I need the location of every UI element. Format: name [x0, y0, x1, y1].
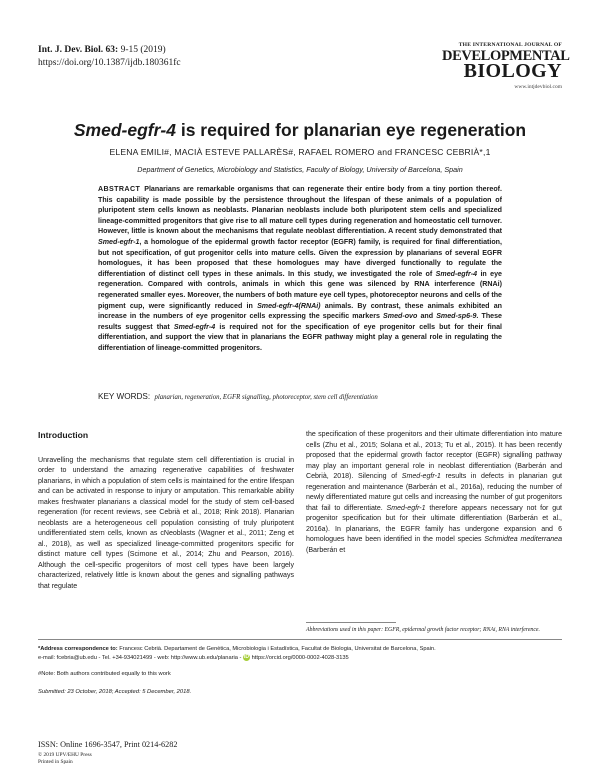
address-label: *Address correspondence to: — [38, 646, 118, 652]
affiliation: Department of Genetics, Microbiology and Statistics, Faculty of Biology, University of Barcelona, Spain — [137, 165, 463, 174]
logo-line1: THE INTERNATIONAL JOURNAL OF — [458, 42, 562, 48]
logo-line3: BIOLOGY — [463, 60, 562, 83]
title-gene: Smed-egfr-4 — [73, 120, 176, 140]
body-gene: Smed-egfr-1 — [401, 473, 441, 480]
abstract-text: , a homologue of the epidermal growth factor receptor (EGFR) family, is required for final differentiation, but not specification, of gut progenitor cells into mature cells. Given the expression by planarians of several EGFR homologues, it has been proposed that these homologues may have diverged functionally to regulate the differentiation of distinct cell types in these animals. In this study, we investigated the role of — [98, 237, 502, 278]
doi-link[interactable]: https://doi.org/10.1387/ijdb.180361fc — [38, 58, 181, 68]
author-list: ELENA EMILI#, MACIÀ ESTEVE PALLARÈS#, RAFAEL ROMERO and FRANCESC CEBRIÀ*,1 — [109, 147, 491, 157]
abstract-text: animals. By contrast, these animals exhibited an increase in the numbers of eye progenitor cells expressing the specific markers — [98, 301, 503, 321]
keywords-list: planarian, regeneration, EGFR signalling, photoreceptor, stem cell differentiation — [154, 394, 378, 401]
title-rest: is required for planarian eye regeneration — [175, 120, 527, 140]
body-column-right — [306, 430, 562, 556]
abstract-text: and — [417, 312, 437, 321]
logo-line2: DEVELOPMENTAL — [442, 47, 570, 64]
article-title — [38, 120, 562, 141]
body-text: (Barberán et — [306, 546, 346, 554]
keywords-label: KEY WORDS: — [98, 392, 151, 401]
address-text: Francesc Cebrià. Departament de Genètica, Microbiologia i Estadística, Facultat de Biologia, Universitat de Barcelona, Spain. — [119, 646, 436, 652]
equal-contribution-note: #Note: Both authors contributed equally to this work — [38, 671, 171, 677]
issn: ISSN: Online 1696-3547, Print 0214-6282 — [38, 740, 178, 749]
footnote-divider — [38, 639, 562, 640]
body-text: the specification of these progenitors and their ultimate differentiation into mature cells (Zhu et al., 2015; Solana et al., 2013; Tu et al., 2015). It has been recently proposed that the epidermal growth factor receptor (EGFR) signalling pathway may play an important general role in neoblast differentiation (Barberán and Cebrià, 2018). Silencing of — [306, 431, 562, 480]
copyright-line: © 2019 UPV/EHU Press — [38, 752, 92, 758]
correspondence-footnote — [38, 645, 562, 663]
body-species: Schmidtea mediterranea — [484, 536, 562, 543]
keywords — [98, 392, 518, 401]
abstract-gene: Smed-egfr-4(RNAi) — [257, 301, 321, 310]
body-gene: Smed-egfr-1 — [386, 504, 426, 512]
orcid-link[interactable]: https://orcid.org/0000-0002-4028-3135 — [251, 655, 349, 661]
journal-header — [38, 44, 181, 70]
journal-url[interactable]: www.intjdevbiol.com — [514, 84, 562, 91]
contact-text[interactable]: e-mail: fcebria@ub.edu - Tel. +34-934021499 - web: http://www.ub.edu/planaria - — [38, 655, 242, 661]
abstract-text: is required not for the specification of eye progenitor cells but for their final differentiation, and support the view that in planarians the EGFR pathway might play a general role in regulating the differentiation of lineage-committed progenitors. — [98, 322, 502, 352]
abstract-label: ABSTRACT — [98, 185, 141, 193]
body-paragraph: Unravelling the mechanisms that regulate stem cell differentiation is crucial in order to understand the amazing regenerative capabilities of freshwater planarians, in which a population of stem cells is maintained for the entire lifespan and can be activated in response to injury or amputation. This remarkable ability makes freshwater planarians a classical model for the study of stem cell-based regeneration (for recent reviews, see Cebrià et al., 2018; Rink 2018). Planarian neoblasts are a heterogeneous cell population consisting of truly pluripotent undifferentiated stem cells, known as cNeoblasts (Wagner et al., 2011; Zeng et al., 2018), as well as specialized lineage-committed progenitors specific for distinct mature cell types (Scimone et al., 2014; Zhu and Pearson, 2016). Although the cell-specific progenitors of most cell types have been largely characterized, relatively little is known about the genes and signalling pathways that regulate — [38, 456, 294, 590]
body-paragraph — [306, 430, 562, 556]
abstract-text: Planarians are remarkable organisms that can regenerate their entire body from a tiny portion thereof. This capability is made possible by the persistence throughout the lifespan of these animals of a population of pluripotent stem cells known as neoblasts. Planarian neoblasts include both pluripotent stem cells and specialized lineage-committed progenitors that give rise to all mature cell types during regeneration and homeostatic cell turnover. However, little is known about the mechanisms that regulate neoblast differentiation. A recent study demonstrated that — [98, 185, 502, 236]
body-column-left — [38, 430, 294, 592]
section-heading-introduction: Introduction — [38, 430, 89, 440]
abstract-gene: Smed-sp6-9 — [436, 312, 477, 321]
abstract-text: . These results suggest that — [98, 312, 502, 331]
submission-dates: Submitted: 23 October, 2018; Accepted: 5 December, 2018. — [38, 689, 192, 695]
body-text: therefore appears necessary not for gut progenitor specification but for their ultimate differentiation (Barberán et al., 2016a). In planarians, the EGFR family has undergone expansion and 6 homologues have been identified in the model species — [306, 504, 562, 543]
printed-line: Printed in Spain — [38, 759, 73, 765]
abstract — [98, 184, 502, 354]
abstract-gene: Smed-egfr-4 — [435, 269, 478, 278]
abstract-gene: Smed-egfr-1 — [98, 237, 140, 246]
body-text: results in defects in planarian gut regeneration and maintenance (Barberán et al., 2016a), reducing the number of newly differentiated mature gut cells and increasing the number of gut progenitors that fail to differentiate. — [306, 473, 562, 512]
abstract-text: in eye regeneration. Compared with controls, animals in which this gene was silenced by RNA interference (RNAi) regenerated smaller eyes. Moreover, the numbers of both mature eye cell types, photoreceptor neurons and cells of the pigment cup, were significantly reduced in — [98, 269, 502, 310]
abbreviations-divider — [306, 622, 396, 623]
abstract-gene: Smed-egfr-4 — [173, 322, 216, 331]
orcid-icon[interactable]: iD — [244, 654, 250, 660]
page-range: 9-15 (2019) — [120, 45, 166, 55]
journal-citation: Int. J. Dev. Biol. 63: — [38, 45, 119, 55]
abstract-gene: Smed-ovo — [383, 312, 418, 321]
copyright-block — [38, 752, 92, 766]
abbreviations-note: Abbreviations used in this paper: EGFR, epidermal growth factor receptor; RNAi, RNA interference. — [306, 627, 540, 633]
journal-logo — [442, 42, 570, 91]
